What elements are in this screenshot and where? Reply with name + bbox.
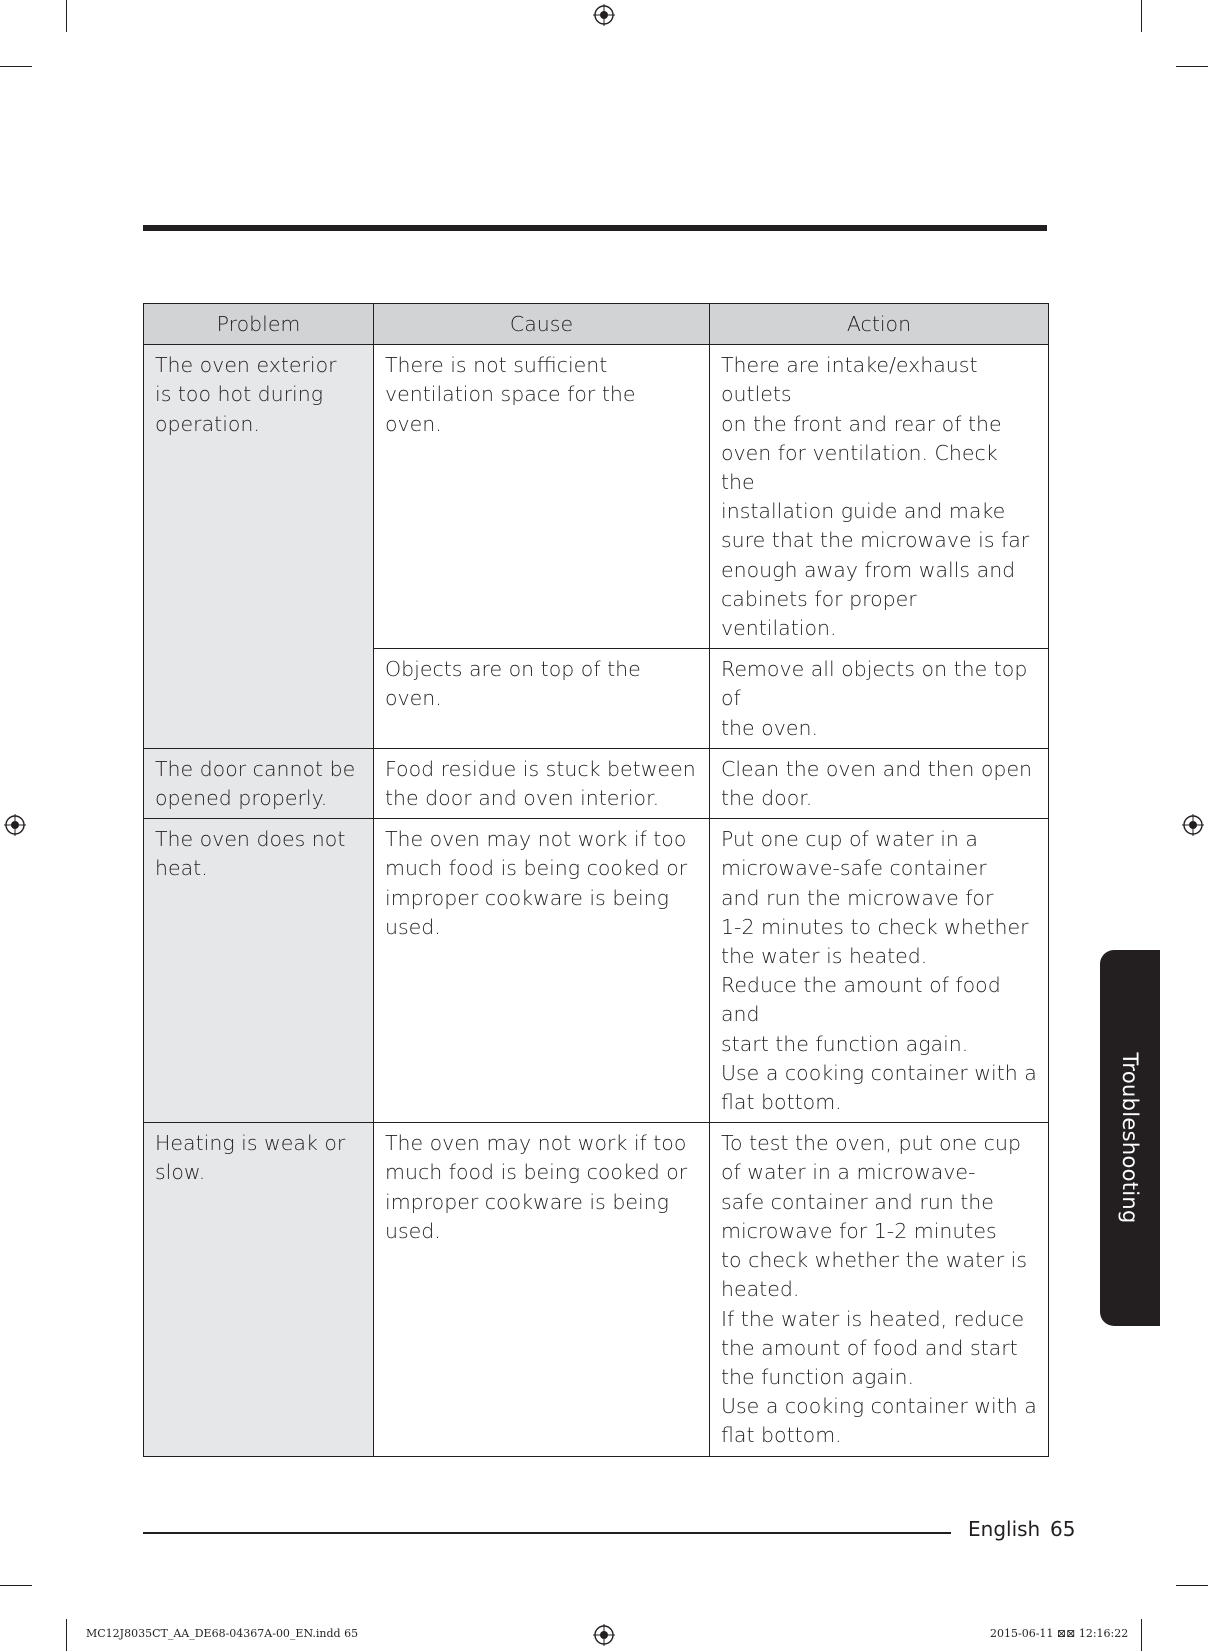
crop-mark (1141, 1619, 1142, 1651)
problem-cell (144, 1123, 374, 1456)
text-line: To test the oven, put one cup (721, 1131, 1021, 1156)
text-line: of water in a microwave- (721, 1160, 976, 1185)
action-cell (710, 649, 1049, 749)
text-line: Remove all objects on the top of (721, 657, 1028, 711)
text-line: is too hot during (155, 382, 324, 407)
cause-cell (374, 345, 710, 649)
text-line: Clean the oven and then open (721, 756, 1033, 781)
header-action: Action (710, 304, 1049, 345)
text-line: The door cannot be (155, 756, 356, 781)
text-line: on the front and rear of the (721, 411, 1002, 436)
text-line: Use a cooking container with a (721, 1060, 1037, 1085)
cause-cell (374, 649, 710, 749)
text-line: much food is being cooked or (385, 1160, 688, 1185)
cause-cell (374, 748, 710, 818)
text-line: start the function again. (721, 1031, 969, 1056)
crop-mark (1141, 0, 1142, 32)
action-cell (710, 1123, 1049, 1456)
text-line: 1-2 minutes to check whether (721, 914, 1029, 939)
text-line: flat bottom. (721, 1423, 842, 1448)
table-row (144, 345, 1049, 649)
footer-rule (143, 1532, 951, 1534)
text-line: The oven exterior (155, 353, 337, 378)
text-line: Objects are on top of the oven. (385, 657, 641, 711)
crop-mark (66, 1619, 67, 1651)
action-cell (710, 345, 1049, 649)
text-line: improper cookware is being (385, 885, 669, 910)
crop-mark (66, 0, 67, 32)
text-line: slow. (155, 1160, 206, 1185)
table-row (144, 819, 1049, 1123)
text-line: the water is heated. (721, 944, 928, 969)
text-line: safe container and run the (721, 1189, 994, 1214)
cause-cell (374, 819, 710, 1123)
section-top-rule (143, 225, 1047, 231)
text-line: The oven may not work if too (385, 827, 687, 852)
text-line: If the water is heated, reduce (721, 1306, 1025, 1331)
text-line: Put one cup of water in a (721, 827, 978, 852)
text-line: the function again. (721, 1364, 915, 1389)
page-number: 65 (1050, 1517, 1076, 1541)
text-line: the amount of food and start (721, 1335, 1018, 1360)
print-slug-datetime: 2015-06-11 ⊠⊠ 12:16:22 (990, 1627, 1129, 1640)
text-line: to check whether the water is (721, 1248, 1028, 1273)
text-line: improper cookware is being (385, 1189, 669, 1214)
text-line: Reduce the amount of food and (721, 973, 1001, 1027)
text-line: ventilation space for the oven. (385, 382, 636, 436)
text-line: the door and oven interior. (385, 786, 660, 811)
text-line: flat bottom. (721, 1090, 842, 1115)
text-line: There are intake/exhaust outlets (721, 353, 978, 407)
text-line: opened properly. (155, 786, 328, 811)
text-line: much food is being cooked or (385, 856, 688, 881)
section-tab-label: Troubleshooting (1118, 1052, 1142, 1224)
text-line: used. (385, 1218, 441, 1243)
action-cell (710, 748, 1049, 818)
text-line: microwave-safe container (721, 856, 987, 881)
print-slug-file: MC12J8035CT_AA_DE68-04367A-00_EN.indd 65 (86, 1627, 359, 1640)
table-header-row (144, 304, 1049, 345)
crop-mark (1176, 66, 1208, 67)
text-line: The oven may not work if too (385, 1131, 687, 1156)
registration-left-icon (4, 814, 26, 836)
problem-cell (144, 819, 374, 1123)
crop-mark (0, 1585, 32, 1586)
crop-mark (1176, 1585, 1208, 1586)
cause-cell (374, 1123, 710, 1456)
text-line: heat. (155, 856, 208, 881)
text-line: oven for ventilation. Check the (721, 440, 998, 495)
text-line: enough away from walls and (721, 557, 1016, 582)
registration-bottom-icon (593, 1624, 615, 1646)
text-line: Use a cooking container with a (721, 1394, 1037, 1419)
registration-right-icon (1182, 814, 1204, 836)
text-line: microwave for 1-2 minutes (721, 1218, 997, 1243)
text-line: operation. (155, 411, 260, 436)
text-line: The oven does not (155, 827, 346, 852)
text-line: There is not sufficient (385, 353, 608, 378)
table-row (144, 748, 1049, 818)
troubleshooting-table (143, 303, 1049, 1457)
table-row (144, 1123, 1049, 1456)
text-line: installation guide and make (721, 499, 1006, 524)
crop-mark (0, 66, 32, 67)
problem-cell (144, 748, 374, 818)
text-line: cabinets for proper ventilation. (721, 586, 917, 641)
action-cell (710, 819, 1049, 1123)
footer-language: English (968, 1517, 1041, 1541)
text-line: used. (385, 914, 441, 939)
text-line: the door. (721, 786, 813, 811)
header-cause: Cause (374, 304, 710, 345)
header-problem: Problem (144, 304, 374, 345)
text-line: Food residue is stuck between (385, 756, 696, 781)
text-line: Heating is weak or (155, 1131, 346, 1156)
text-line: and run the microwave for (721, 885, 994, 910)
text-line: the oven. (721, 715, 818, 740)
problem-cell (144, 345, 374, 749)
registration-top-icon (593, 4, 615, 26)
text-line: sure that the microwave is far (721, 528, 1030, 553)
text-line: heated. (721, 1277, 800, 1302)
